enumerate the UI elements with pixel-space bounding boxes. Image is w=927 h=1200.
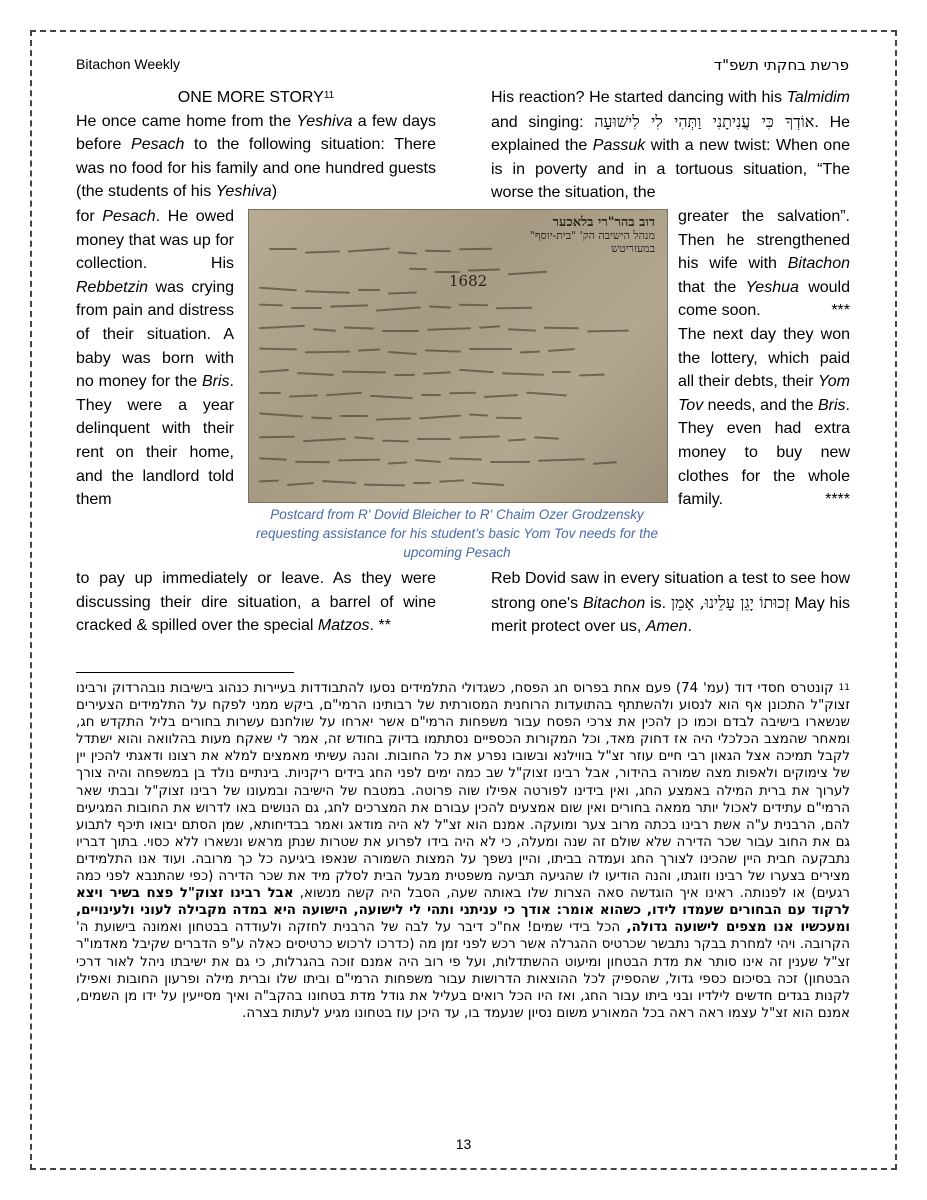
page-number: 13 xyxy=(455,1136,472,1152)
separator-stars: *** xyxy=(831,302,850,320)
postcard-stamp: דוב בהר"רי בלאכער מנהל הישיבה הק' "בית-יוסף" במעזריטש xyxy=(529,215,655,255)
footnote xyxy=(76,680,850,1022)
footnote-text: קונטרס חסדי דוד (עמ' 74) פעם אחת בפרוס חג הפסח, כשגדולי התלמידים נסעו להתבודדות בעיירות כנהוג בישיבות נובהרדוק ורבינו זצוק"ל התכונן אף הוא לנסוע ולהשתתף בהתועדות הרוחנית המסורתית של רבותינו הרמי"ם, ביקש ממני לפקח על התלמידים הצעירים שנשארו בישיבה לבדם וכמו כן להכין את צרכי הפסח עבור משפחות הרמי"ם אשר יארחו על שולחנם עשרות בחורים בליל התקדש חג, ומאחר שהמצב הכלכלי היה אז דחוק מאד, וכל המקורות הכספיים נסתתמו בדיוק בחודש זה, אמר לי שאקח מעות בהלוואה והוא ישתדל לקבל תמיכה אצל הגאון רבי חיים עוזר זצ"ל בווילנא ובשובו נפרע את כל החובות. והנה עשיתי מאמצים למלא את רצונו ודאגתי להכין יין של צימוקים ולאפות מצה שמורה בהידור, אבל רבינו זצוק"ל שב כמה ימים לפני החג בידים ריקניות. בינתיים נולד בן במשפחה והיה צורך לערוך את ברית המילה באמצע החג, ואין בידינו לפורטה אפילו שוה פרוטה. במטבח של הישיבה ובמעונו של רבינו זצוק"ל ובבתי שאר הרמי"ם עתידים לאכול יותר ממאה בחורים ואין שום אמצעים להכין עבורם את המצרכים לחג, גם הנושים באו לדרוש את החובות המגיעים להם, הרבנית ע"ה אשת רבינו בכתה מרוב צער ומועקה. אמנם הוא זצ"ל לא היה מודאג ואמר בבדיחותא, שמן הסתם יבואו תיכף לתבוע גם את החוב עבור שכר הדירה שלא שולם זה שנה ומעלה, כי לא היה בידו לפרוע את שטרות שנתן מראש ונשארו ללא כסוי. בתוך דבריו נתבקעה חבית היין שהכינו לצורך החג ועמדה בביתו, והיין נשפך על המצות השמורה שנאפו ביגיעה כל כך מרובה. ועוד אנו התלמידים מצירים בצערו של רבינו וזוגתו, והנה הודיעו לו שהגיעה תביעה משפטית מבעל הבית לסלק מיד את שכר הדירה (כפי שהתנבא לפני כמה רגעים) או לפנותה. ראינו איך הוגדשה סאה הצרות שלו באותה שעה, הסבל היה קשה מנשוא, xyxy=(76,681,850,902)
story-paragraph: He once came home from the Yeshiva a few days before Pesach to the following situation: There was no food for his family and one hundred guests (the students of his Yeshiva) xyxy=(76,112,436,201)
photo-caption: Postcard from R' Dovid Bleicher to R' Chaim Ozer Grodzensky requesting assistance for his student’s basic Yom Tov needs for the upcoming Pesach xyxy=(256,507,658,560)
story-paragraph: for Pesach. He owed money that was up for collection. His Rebbetzin was crying from pain and distress of their situation. A baby was born with no money for the Bris. They were a year delinquent with their rent on their home, and the landlord told them xyxy=(76,208,234,509)
footnote-text-continued: הכל בידי שמים! אח"כ דיבר על לבה של הרבנית לחזקה ולעודדה בבטחון ואמונה בישועת ה' הקרובה. ויהי למחרת בבקר נתבשר שכרטיס ההגרלה אשר רכש לפני זמן מה (כדרכו לרכוש כרטיסים כאלה ע"פ הדברים שקיבל מאדמו"ר זצ"ל שענין זה אינו סותר את מדת הבטחון ומיעוט ההשתדלות, ועל פי רוב היה אמנם זוכה בהגרלות, כי גם את ישיבתו ניהל לאור דרכי הבטחון) זכה בסיכום כספי גדול, שהספיק לכל ההוצאות הדרושות עבור משפחות הרמי"ם וביתו שלו וברית מילה ופרעון החובות ואפילו לקנות בגדים חדשים לילדיו ובני ביתו עבור החג, ואז היו הכל רואים בעליל את גודל מדת בטחונו בהקב"ה ואיך מסייעין על ידו מן השמים, אמנם הוא זצ"ל עצמו ראה ראה בכל המאורע משום נסיון שנעמד בו, עד היכן עוז בטחונו מגיע לעתות בצרה. xyxy=(76,920,850,1021)
story-left-bottom xyxy=(76,567,436,638)
story-right-mid xyxy=(678,205,850,512)
story-paragraph: to pay up immediately or leave. As they were discussing their dire situation, a barrel of wine cracked & spilled over the special Matzos. ** xyxy=(76,570,436,635)
story-paragraph: The next day they won the lottery, which paid all their debts, their Yom Tov needs, and the Bris. They even had extra money to buy new clothes for the whole family. **** xyxy=(678,323,850,512)
parsha-header: פרשת בחקתי תשפ"ד xyxy=(713,56,849,74)
postcard-number: 1682 xyxy=(449,272,488,290)
separator-stars: **** xyxy=(825,491,850,509)
story-right-top xyxy=(491,86,850,205)
footnote-divider xyxy=(76,672,294,673)
footnote-number: 11 xyxy=(838,683,850,693)
story-right-bottom xyxy=(491,567,850,639)
publication-name: Bitachon Weekly xyxy=(76,56,181,72)
story-title: ONE MORE STORY$^{11}$ xyxy=(177,89,335,106)
story-left-mid xyxy=(76,205,234,512)
footnote-bold-text: אבל רבינו זצוק"ל פצח בשיר ויצא לרקוד עם הבחורים שעמדו לידו, כשהוא אומר: אודך כי עניתני ותהי לי לישועה, הישועה היא במדה מקבילה לעוני ולעינויים, ומעכשיו אנו מצפים לישועה גדולה, xyxy=(76,886,850,936)
story-paragraph: Reb Dovid saw in every situation a test to see how strong one's Bitachon is. זְכוּתוֹ יָגֵן עָלֵינוּ, אָמֵן May his merit protect over us, Amen. xyxy=(491,570,851,636)
story-paragraph: His reaction? He started dancing with his Talmidim and singing: אוֹדְךָ כִּי עֲנִיתָנִי וַתְּהִי לִי לִישׁוּעָה. He explained the Passuk with a new twist: When one is in poverty and in a tortuous situation, “The worse the situation, the xyxy=(491,89,851,202)
story-left-top xyxy=(76,86,436,204)
story-paragraph: greater the salvation”. Then he strengthened his wife with Bitachon that the Yeshua would come soon. *** xyxy=(678,205,850,323)
separator-stars: ** xyxy=(378,617,391,635)
postcard-photo xyxy=(248,209,668,503)
